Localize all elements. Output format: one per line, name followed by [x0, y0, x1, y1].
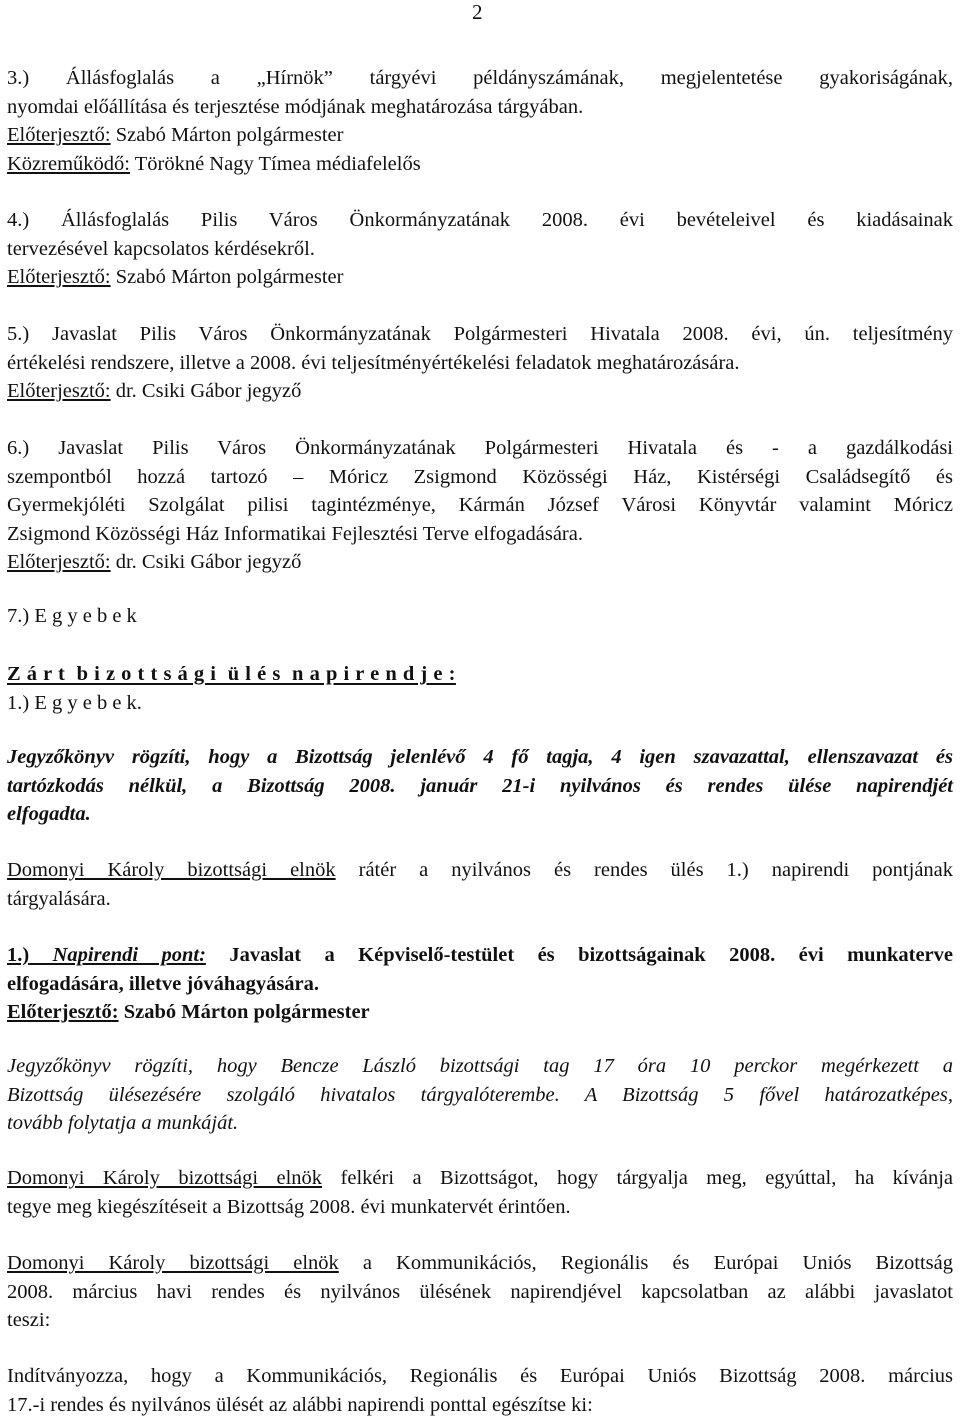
- agenda-item-3-line-1: 3.) Állásfoglalás a „Hírnök” tárgyévi példányszámának, megjelentetése gyakoriságának,: [7, 64, 953, 93]
- presenter-line: [7, 121, 953, 150]
- closed-session-title: Z á r t b i z o t t s á g i ü l é s n a p i r e n d j e :: [7, 660, 953, 689]
- closed-session: [7, 660, 953, 717]
- agenda-item-7-text: 7.) E g y e b e k: [7, 602, 953, 631]
- chair-paragraph-3: [7, 1249, 953, 1335]
- chair-paragraph-1: [7, 856, 953, 913]
- agenda-item-4-line-1: 4.) Állásfoglalás Pilis Város Önkormányzatának 2008. évi bevételeivel és kiadásainak: [7, 206, 953, 235]
- presenter-line: [7, 998, 953, 1027]
- agenda-point-number: 1.): [7, 944, 29, 966]
- chair-paragraph-2-line-2: tegye meg kiegészítéseit a Bizottság 2008. évi munkatervét érintően.: [7, 1193, 953, 1222]
- agenda-point-1: [7, 941, 953, 1027]
- agenda-point-1-line-2: elfogadására, illetve jóváhagyására.: [7, 970, 953, 999]
- minutes-note-1-line-3: elfogadta.: [7, 800, 953, 829]
- presenter-label: Előterjesztő:: [7, 551, 111, 573]
- chair-paragraph-3-line-1: [7, 1249, 953, 1278]
- agenda-item-6-line-3: Gyermekjóléti Szolgálat pilisi tagintézménye, Kármán József Városi Könyvtár valamint Móricz: [7, 491, 953, 520]
- presenter-label: Előterjesztő:: [7, 266, 111, 288]
- minutes-note-2-line-1: Jegyzőkönyv rögzíti, hogy Bencze László bizottsági tag 17 óra 10 perckor megérkezett a: [7, 1052, 953, 1081]
- chair-paragraph-2: [7, 1164, 953, 1221]
- agenda-item-5: [7, 320, 953, 406]
- presenter-line: [7, 548, 953, 577]
- chair-paragraph-3-text: a Kommunikációs, Regionális és Európai Uniós Bizottság: [339, 1252, 953, 1274]
- agenda-item-3: [7, 64, 953, 178]
- motion-paragraph: [7, 1362, 953, 1419]
- chair-paragraph-1-line-2: tárgyalására.: [7, 885, 953, 914]
- chair-paragraph-2-text: felkéri a Bizottságot, hogy tárgyalja meg, egyúttal, ha kívánja: [322, 1167, 953, 1189]
- chair-paragraph-3-line-2: 2008. március havi rendes és nyilvános ülésének napirendjével kapcsolatban az alábbi javaslatot: [7, 1278, 953, 1307]
- presenter-name: Szabó Márton polgármester: [111, 266, 344, 288]
- presenter-name: Szabó Márton polgármester: [111, 124, 344, 146]
- agenda-item-6-line-2: szempontból hozzá tartozó – Móricz Zsigmond Közösségi Ház, Kistérségi Családsegítő és: [7, 463, 953, 492]
- agenda-item-5-line-2: értékelési rendszere, illetve a 2008. évi teljesítményértékelési feladatok meghatározására.: [7, 349, 953, 378]
- motion-paragraph-line-1: Indítványozza, hogy a Kommunikációs, Regionális és Európai Uniós Bizottság 2008. március: [7, 1362, 953, 1391]
- agenda-point-1-line-1: [7, 941, 953, 970]
- chair-name: Domonyi Károly bizottsági elnök: [7, 1167, 322, 1189]
- agenda-item-4: [7, 206, 953, 292]
- minutes-note-2-line-2: Bizottság ülésezésére szolgáló hivatalos tárgyalóterembe. A Bizottság 5 fővel határozatképes,: [7, 1081, 953, 1110]
- presenter-name: dr. Csiki Gábor jegyző: [111, 380, 302, 402]
- presenter-line: [7, 263, 953, 292]
- agenda-item-6-line-1: 6.) Javaslat Pilis Város Önkormányzatának Polgármesteri Hivatala és - a gazdálkodási: [7, 434, 953, 463]
- chair-paragraph-1-text: rátér a nyilvános és rendes ülés 1.) napirendi pontjának: [336, 859, 953, 881]
- presenter-name: dr. Csiki Gábor jegyző: [111, 551, 302, 573]
- agenda-item-7: [7, 602, 953, 631]
- presenter-name: Szabó Márton polgármester: [119, 1001, 370, 1023]
- minutes-note-2: [7, 1052, 953, 1138]
- minutes-note-2-line-3: tovább folytatja a munkáját.: [7, 1109, 953, 1138]
- presenter-label: Előterjesztő:: [7, 1001, 119, 1023]
- contributor-name: Törökné Nagy Tímea médiafelelős: [130, 153, 421, 175]
- page-number: 2: [472, 0, 483, 25]
- chair-paragraph-2-line-1: [7, 1164, 953, 1193]
- minutes-note-1-line-1: Jegyzőkönyv rögzíti, hogy a Bizottság jelenlévő 4 fő tagja, 4 igen szavazattal, ellenszavazat és: [7, 743, 953, 772]
- motion-paragraph-line-2: 17.-i rendes és nyilvános ülését az alábbi napirendi ponttal egészítse ki:: [7, 1391, 953, 1419]
- presenter-label: Előterjesztő:: [7, 124, 111, 146]
- chair-name: Domonyi Károly bizottsági elnök: [7, 859, 336, 881]
- agenda-item-6: [7, 434, 953, 577]
- contributor-label: Közreműködő:: [7, 153, 130, 175]
- agenda-item-6-line-4: Zsigmond Közösségi Ház Informatikai Fejlesztési Terve elfogadására.: [7, 520, 953, 549]
- closed-session-item-1: 1.) E g y e b e k.: [7, 689, 953, 718]
- agenda-item-3-line-2: nyomdai előállítása és terjesztése módjának meghatározása tárgyában.: [7, 93, 953, 122]
- presenter-label: Előterjesztő:: [7, 380, 111, 402]
- agenda-point-title: Javaslat a Képviselő-testület és bizottságainak 2008. évi munkaterve: [206, 944, 953, 966]
- agenda-item-4-line-2: tervezésével kapcsolatos kérdésekről.: [7, 235, 953, 264]
- agenda-point-label: Napirendi pont:: [29, 944, 206, 966]
- chair-paragraph-3-line-3: teszi:: [7, 1306, 953, 1335]
- agenda-item-5-line-1: 5.) Javaslat Pilis Város Önkormányzatának Polgármesteri Hivatala 2008. évi, ún. teljesítmény: [7, 320, 953, 349]
- minutes-note-1-line-2: tartózkodás nélkül, a Bizottság 2008. január 21-i nyilvános és rendes ülése napirendjét: [7, 772, 953, 801]
- presenter-line: [7, 377, 953, 406]
- chair-name: Domonyi Károly bizottsági elnök: [7, 1252, 339, 1274]
- minutes-note-1: [7, 743, 953, 829]
- contributor-line: [7, 150, 953, 179]
- chair-paragraph-1-line-1: [7, 856, 953, 885]
